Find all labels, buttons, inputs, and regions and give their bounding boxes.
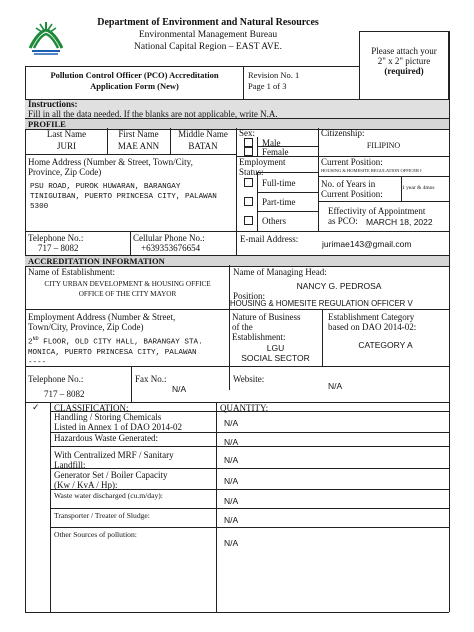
section-accreditation: ACCREDITATION INFORMATION (25, 255, 449, 267)
sex-female-label: Female (262, 147, 289, 157)
photo-required: (required) (384, 66, 424, 76)
telephone-value[interactable]: 717 – 8082 (38, 243, 79, 253)
fax-label: Fax No.: (135, 374, 167, 384)
establishment-telephone-label: Telephone No.: (28, 374, 84, 384)
first-name-value[interactable]: MAE ANN (117, 141, 160, 151)
part-time-checkbox[interactable] (244, 197, 253, 206)
website-value[interactable]: N/A (328, 381, 343, 391)
current-position-value[interactable]: HOUSING & HOMESITE REGULATION OFFICER I (321, 168, 422, 173)
page-number: Page 1 of 3 (248, 81, 287, 91)
citizenship-label: Citizenship: (321, 128, 365, 138)
employment-status-label: Employment Status: (239, 157, 286, 177)
telephone-label: Telephone No.: (28, 233, 84, 243)
section-profile: PROFILE (25, 118, 449, 130)
middle-name-value[interactable]: BATAN (188, 141, 218, 151)
category-label: Establishment Category based on DAO 2014-02: (328, 312, 417, 332)
current-position-label: Current Position: (321, 157, 383, 167)
head-position-label: Position: (233, 291, 266, 301)
instructions: Instructions: Fill in all the data needed. If the blanks are not applicable, write N.A. (25, 99, 449, 119)
citizenship-value[interactable]: FILIPINO (366, 141, 401, 150)
class-row-hazardous-value[interactable]: N/A (224, 437, 239, 447)
establishment-label: Name of Establishment: (28, 267, 115, 277)
sex-male-checkbox[interactable] (244, 138, 253, 147)
establishment-telephone-value[interactable]: 717 – 8082 (44, 389, 85, 399)
category-value[interactable]: CATEGORY A (358, 340, 413, 350)
email-value[interactable]: jurimae143@gmail.com (322, 239, 412, 249)
form-title: Pollution Control Officer (PCO) Accreditation Application Form (New) (50, 70, 219, 91)
sex-male-label: Male (262, 138, 281, 148)
others-label: Others (262, 216, 286, 226)
class-row-chemicals-value[interactable]: N/A (224, 418, 239, 428)
cellphone-value[interactable]: +639353676654 (141, 243, 201, 253)
photo-box (359, 31, 449, 99)
org-name: Department of Environment and Natural Resources (97, 17, 319, 28)
home-address-label: Home Address (Number & Street, Town/City, Province, Zip Code) (28, 157, 193, 177)
classification-check[interactable]: ✓ (32, 403, 40, 413)
bureau-name: Environmental Management Bureau (138, 30, 278, 40)
class-row-sludge: Transporter / Treater of Sludge: (54, 511, 150, 520)
class-row-generator: Generator Set / Boiler Capacity (Kw / KvA / Hp): (54, 470, 168, 490)
head-position-value[interactable]: HOUSING & HOMESITE REGULATION OFFICER V (230, 299, 413, 308)
fax-value[interactable]: N/A (172, 384, 187, 394)
last-name-label: Last Name (46, 129, 87, 139)
cellphone-label: Cellular Phone No.: (133, 233, 205, 243)
class-row-other: Other Sources of pollution: (54, 530, 137, 539)
photo-note: Please attach your (371, 46, 437, 56)
middle-name-label: Middle Name (178, 129, 228, 139)
nature-of-business-label: Nature of Business of the Establishment: (232, 312, 301, 342)
class-row-mrf: With Centralized MRF / Sanitary Landfill: (54, 450, 174, 470)
class-row-hazardous: Hazardous Waste Generated: (54, 433, 159, 443)
denr-logo-icon (28, 18, 64, 56)
class-row-chemicals: Handling / Storing Chemicals Listed in Annex 1 of DAO 2014-02 (54, 412, 182, 432)
full-time-checkbox[interactable] (244, 178, 253, 187)
class-row-wastewater: Waste water discharged (cu.m/day): (54, 491, 163, 500)
sex-label: Sex: (239, 128, 256, 138)
quantity-label: QUANTITY: (220, 403, 269, 413)
managing-head-value[interactable]: NANCY G. PEDROSA (296, 281, 382, 291)
website-label: Website: (233, 374, 265, 384)
denr-logo (28, 18, 64, 56)
class-row-sludge-value[interactable]: N/A (224, 515, 239, 525)
photo-size: 2" x 2" picture (377, 56, 431, 66)
effectivity-label: Effectivity of Appointment as PCO: (328, 206, 426, 226)
instructions-text: Fill in all the data needed. If the blanks are not applicable, write N.A. (28, 108, 278, 119)
revision: Revision No. 1 (248, 70, 300, 80)
employment-address-label: Employment Address (Number & Street, Town/City, Province, Zip Code) (28, 312, 176, 332)
class-row-wastewater-value[interactable]: N/A (224, 496, 239, 506)
classification-label: CLASSIFICATION: (54, 403, 129, 413)
effectivity-value[interactable]: MARCH 18, 2022 (366, 217, 433, 227)
class-row-mrf-value[interactable]: N/A (224, 455, 239, 465)
nature-of-business-value[interactable]: LGU SOCIAL SECTOR (241, 343, 310, 363)
sex-female-checkbox[interactable] (244, 147, 253, 156)
establishment-value[interactable]: CITY URBAN DEVELOPMENT & HOUSING OFFICE OFFICE OF THE CITY MAYOR (44, 280, 211, 298)
region-name: National Capital Region – EAST AVE. (134, 42, 282, 52)
others-checkbox[interactable] (244, 216, 253, 225)
managing-head-label: Name of Managing Head: (233, 267, 327, 277)
years-value[interactable]: 1 year & 4mos (402, 185, 435, 191)
employment-address-value[interactable]: 2ND FLOOR, OLD CITY HALL, BARANGAY STA. MONICA, PUERTO PRINCESA CITY, PALAWAN ---- (28, 336, 203, 367)
full-time-label: Full-time (262, 178, 296, 188)
email-label: E-mail Address: (240, 234, 299, 244)
first-name-label: First Name (118, 129, 159, 139)
years-label: No. of Years in Current Position: (321, 179, 383, 199)
last-name-value[interactable]: JURI (56, 141, 76, 151)
class-row-other-value[interactable]: N/A (224, 538, 239, 548)
home-address-value[interactable]: PSU ROAD, PUROK HUWARAN, BARANGAY TINIGUIBAN, PUERTO PRINCESA CITY, PALAWAN 5300 (30, 183, 217, 211)
class-row-generator-value[interactable]: N/A (224, 476, 239, 486)
part-time-label: Part-time (262, 197, 296, 207)
